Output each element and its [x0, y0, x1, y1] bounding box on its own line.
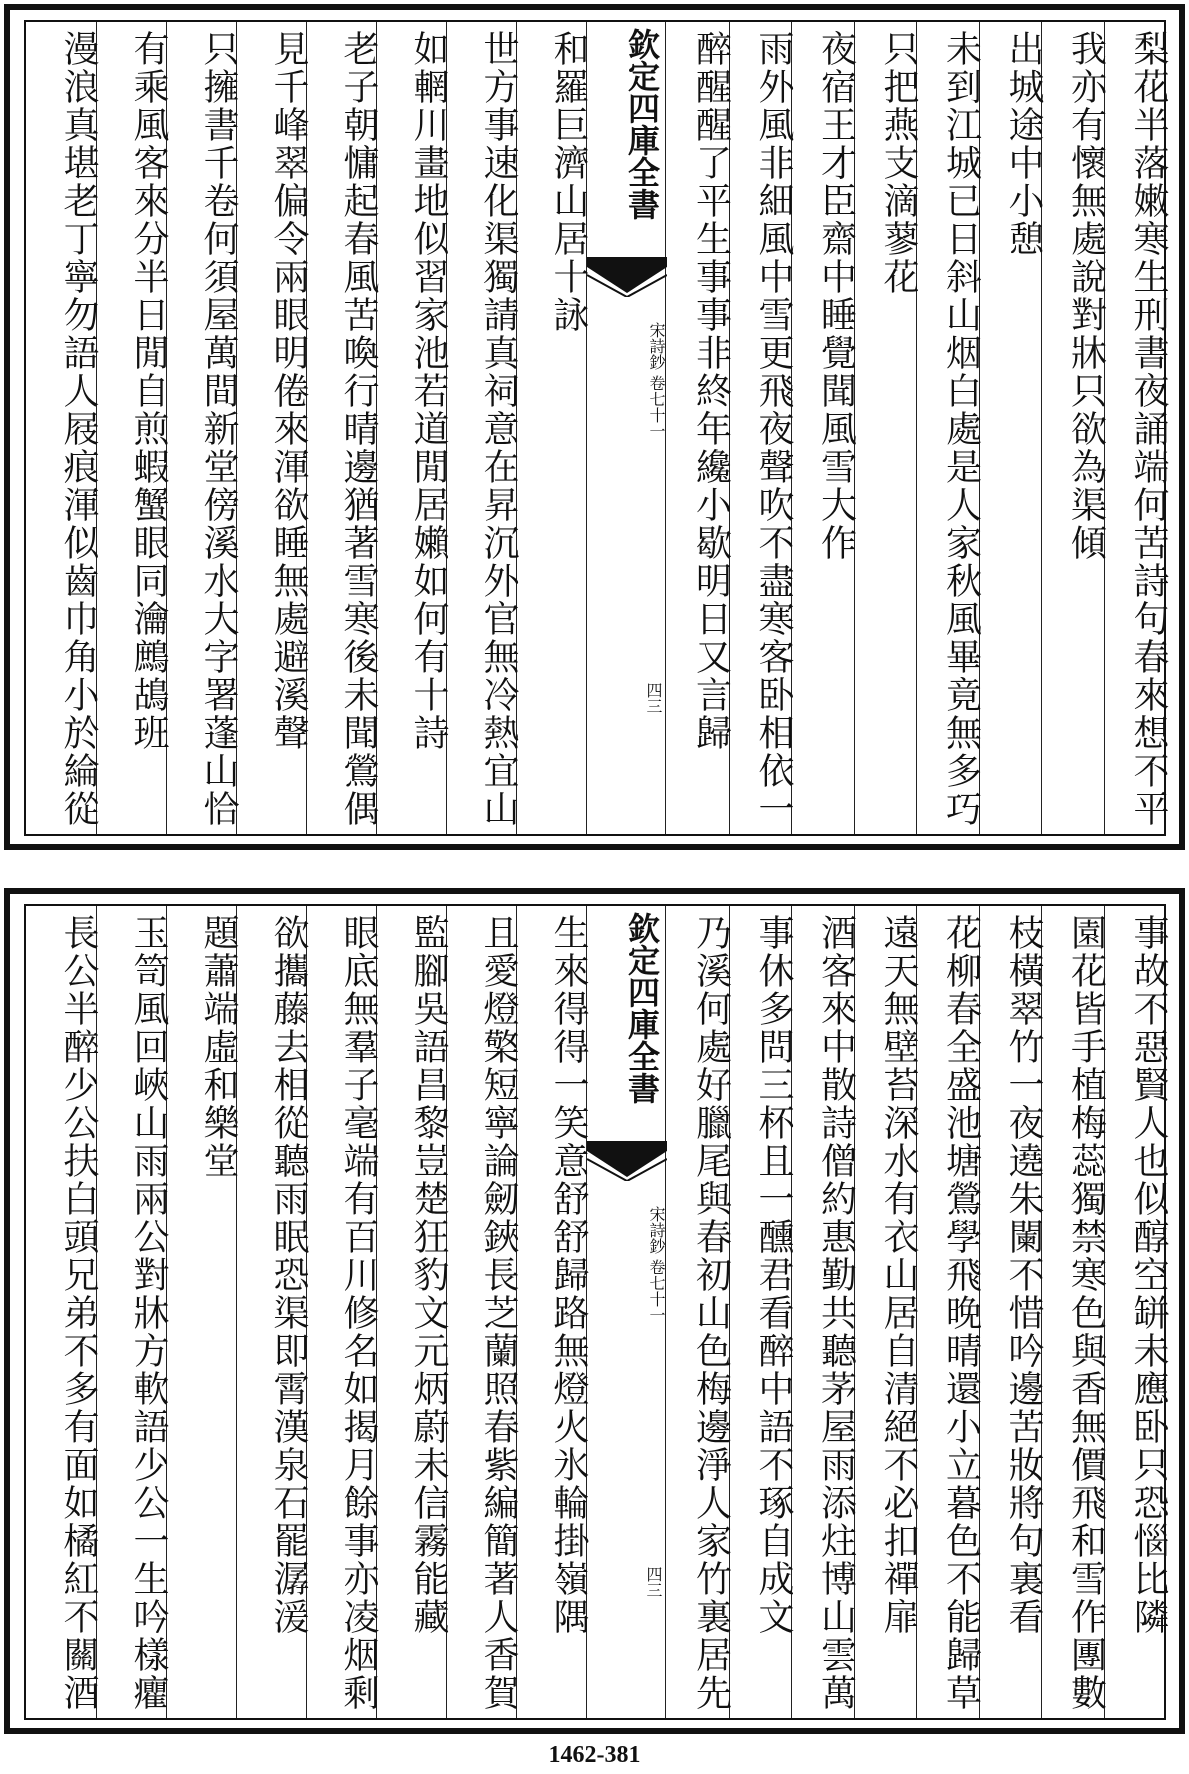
column-text: 酒客來中散詩僧約惠勤共聽茅屋雨添炷博山雲萬 — [815, 914, 857, 1712]
bottom-left-half — [26, 906, 589, 1718]
bottom-center-volume: 宋詩鈔 卷七十一 — [647, 1206, 666, 1324]
text-column — [166, 906, 239, 1718]
text-column — [916, 906, 982, 1718]
column-text: 如輞川畫地似習家池若道閒居嬾如何有十詩 — [408, 30, 449, 752]
column-text: 和羅巨濟山居十詠 — [548, 30, 589, 334]
column-text: 只擁書千卷何須屋萬間新堂傍溪水大字署蓬山恰 — [198, 30, 239, 828]
text-column — [516, 22, 589, 834]
text-column — [1041, 22, 1107, 834]
text-column — [446, 22, 519, 834]
column-text: 梨花半落嫩寒生刑書夜誦端何苦詩句春來想不平 — [1128, 30, 1169, 828]
column-text: 未到江城已日斜山烟白處是人家秋風畢竟無多巧 — [940, 30, 982, 828]
column-text: 乃溪何處好臘尾與春初山色梅邊淨人家竹裏居先 — [690, 914, 732, 1712]
column-text: 園花皆手植梅蕊獨禁寒色與香無價飛和雪作團數 — [1065, 914, 1107, 1712]
text-column — [376, 906, 449, 1718]
column-text: 枝橫翠竹一夜遶朱闌不惜吟邊苦妝將句裏看 — [1003, 914, 1044, 1636]
column-text: 玉笥風回峽山雨兩公對牀方軟語少公一生吟樣癯 — [128, 914, 169, 1712]
text-column — [729, 906, 792, 1718]
text-column — [166, 22, 239, 834]
text-column — [236, 906, 309, 1718]
text-column — [791, 22, 857, 834]
column-text: 欲攜藤去相從聽雨眠恐渠即霄漢泉石罷潺湲 — [268, 914, 309, 1636]
text-column — [1104, 906, 1167, 1718]
text-column — [236, 22, 309, 834]
column-text: 遠天無壁苔深水有衣山居自清絕不必扣禪扉 — [878, 914, 919, 1636]
column-text: 眼底無羣子毫端有百川修名如揭月餘事亦凌烟剩 — [338, 914, 379, 1712]
column-text: 見千峰翠偏令兩眼明倦來渾欲睡無處避溪聲 — [268, 30, 309, 752]
column-text: 生來得得一笑意舒舒歸路無燈火氷輪掛嶺隅 — [548, 914, 589, 1636]
column-text: 長公半醉少公扶白頭兄弟不多有面如橘紅不關酒 — [58, 914, 99, 1712]
bottom-page-frame — [24, 904, 1169, 1720]
column-text: 老子朝慵起春風苦喚行晴邊猶著雪寒後未聞鶯偶 — [338, 30, 379, 828]
text-column — [666, 22, 732, 834]
column-text: 出城途中小憩 — [1003, 30, 1044, 258]
column-text: 我亦有懷無處說對牀只欲為渠傾 — [1065, 30, 1107, 562]
bottom-fishtail — [587, 1141, 665, 1181]
text-column — [729, 22, 792, 834]
text-column — [516, 906, 589, 1718]
text-column — [376, 22, 449, 834]
column-text: 只把燕支滴蓼花 — [878, 30, 919, 296]
top-left-half — [26, 22, 589, 834]
column-text: 有乘風客來分半日閒自煎蝦蟹眼同瀹鷓鴣班 — [128, 30, 169, 752]
column-text: 事故不惡賢人也似醇空缾未應卧只恐惱比隣 — [1128, 914, 1169, 1636]
bottom-center-leaf: 四三 — [644, 1566, 663, 1598]
text-column — [854, 906, 917, 1718]
column-text: 監腳吳語昌黎豈楚狂豹文元炳蔚未信霧能藏 — [408, 914, 449, 1636]
top-center-title: 欽定四庫全書 — [623, 28, 661, 220]
text-column — [979, 22, 1042, 834]
column-text: 漫浪真堪老丁寧勿語人屐痕渾似齒巾角小於綸從 — [58, 30, 99, 828]
column-text: 醉醒醒了平生事事非終年纔小歇明日又言歸 — [690, 30, 732, 752]
text-column — [446, 906, 519, 1718]
text-column — [306, 22, 379, 834]
page-number: 1462-381 — [548, 1742, 641, 1768]
column-text: 雨外風非細風中雪更飛夜聲吹不盡寒客卧相依一 — [753, 30, 794, 828]
column-text: 事休多問三杯且一醺君看醉中語不琢自成文 — [753, 914, 794, 1636]
column-text: 題蕭端虛和樂堂 — [198, 914, 239, 1180]
text-column — [666, 906, 732, 1718]
text-column — [854, 22, 917, 834]
top-center-leaf: 四三 — [644, 682, 663, 714]
top-page — [4, 4, 1185, 850]
bottom-center-title: 欽定四庫全書 — [623, 912, 661, 1104]
column-text: 世方事速化渠獨請真祠意在昇沉外官無冷熱宜山 — [478, 30, 519, 828]
text-column — [96, 906, 169, 1718]
column-text: 且愛燈檠短寧論劒鋏長芝蘭照春紫編簡著人香賀 — [478, 914, 519, 1712]
text-column — [306, 906, 379, 1718]
top-center-volume: 宋詩鈔 卷七十一 — [647, 322, 666, 440]
top-right-half — [666, 22, 1169, 834]
column-text: 花柳春全盛池塘鶯學飛晚晴還小立暮色不能歸草 — [940, 914, 982, 1712]
text-column — [1104, 22, 1167, 834]
top-center-column — [586, 22, 666, 834]
top-fishtail — [587, 257, 665, 297]
top-page-frame — [24, 20, 1169, 836]
bottom-right-half — [666, 906, 1169, 1718]
text-column — [979, 906, 1042, 1718]
text-column — [26, 22, 99, 834]
bottom-page — [4, 888, 1185, 1734]
text-column — [791, 906, 857, 1718]
column-text: 夜宿王才臣齋中睡覺聞風雪大作 — [815, 30, 857, 562]
text-column — [26, 906, 99, 1718]
text-column — [1041, 906, 1107, 1718]
text-column — [916, 22, 982, 834]
text-column — [96, 22, 169, 834]
bottom-center-column — [586, 906, 666, 1718]
